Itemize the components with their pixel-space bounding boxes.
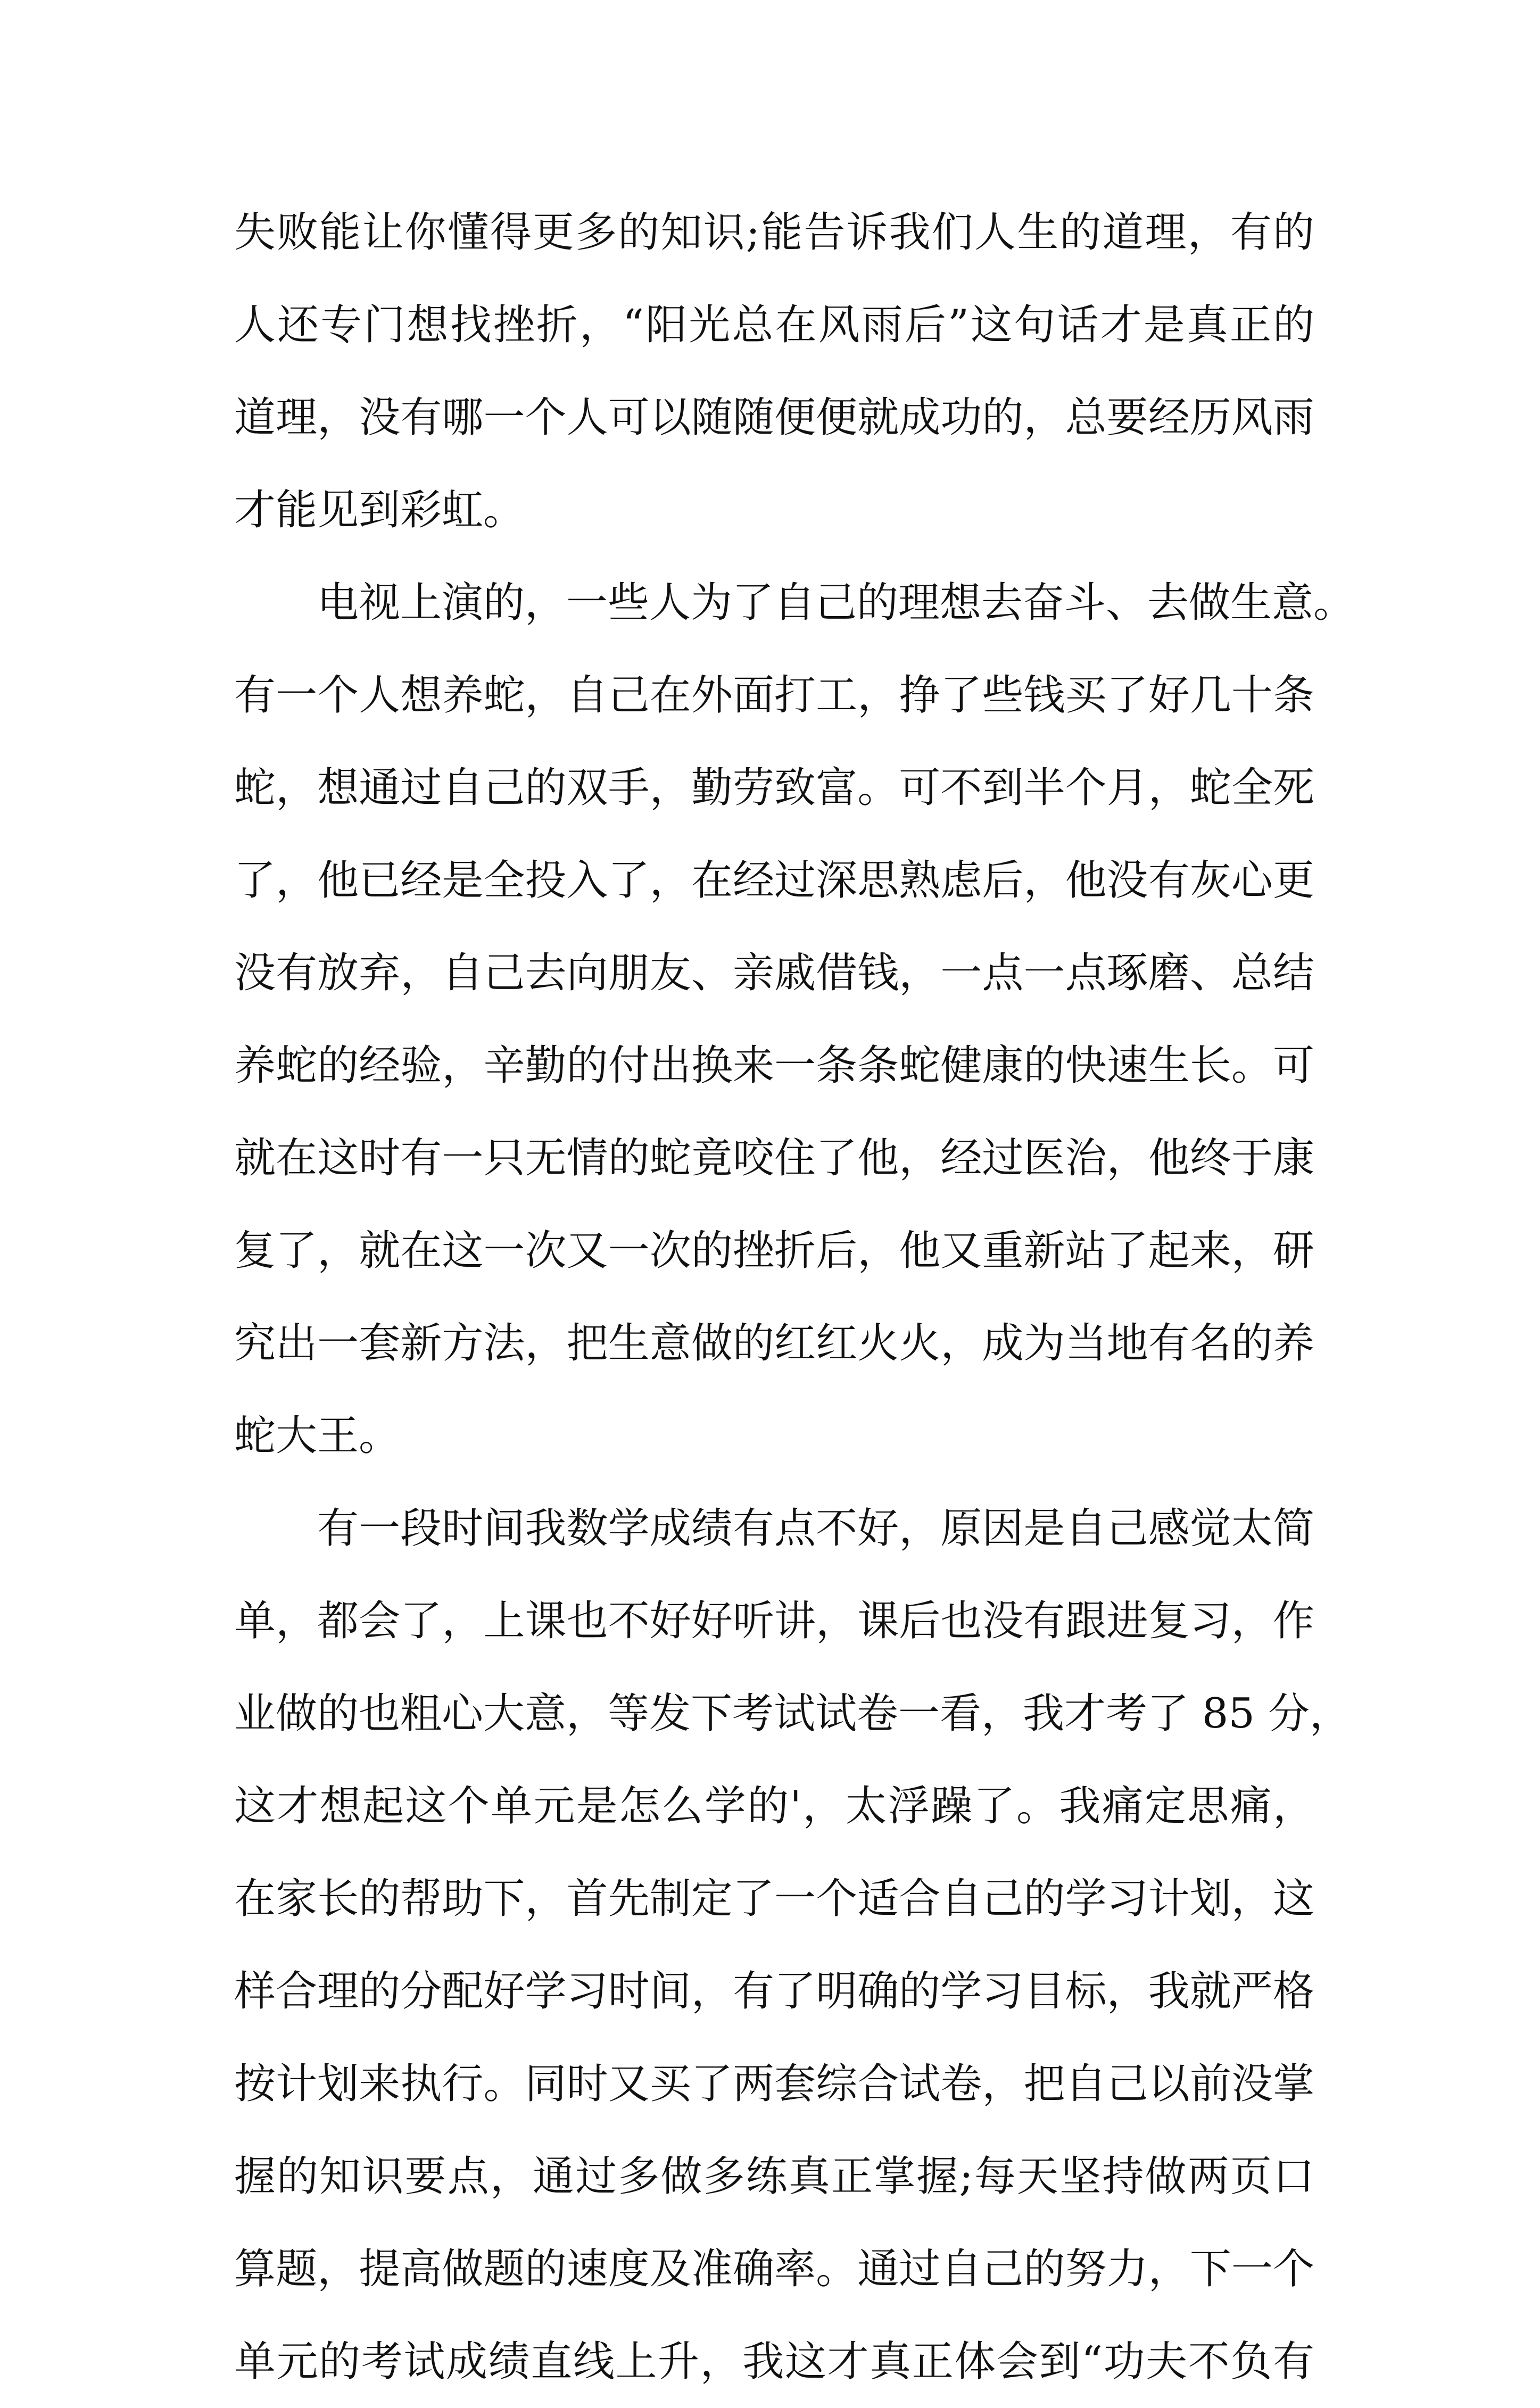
text-line: 单，都会了，上课也不好好听讲，课后也没有跟进复习，作 — [234, 1597, 1314, 1645]
text-line: 人还专门想找挫折，“阳光总在风雨后”这句话才是真正的 — [234, 301, 1314, 349]
text-line: 蛇，想通过自己的双手，勤劳致富。可不到半个月，蛇全死 — [234, 764, 1314, 812]
text-line: 道理，没有哪一个人可以随随便便就成功的，总要经历风雨 — [234, 394, 1314, 442]
text-line: 按计划来执行。同时又买了两套综合试卷，把自己以前没掌 — [234, 2060, 1314, 2108]
text-line: 蛇大王。 — [234, 1412, 401, 1460]
text-line: 电视上演的，一些人为了自己的理想去奋斗、去做生意。 — [317, 579, 1355, 627]
text-line: 这才想起这个单元是怎么学的'，太浮躁了。我痛定思痛， — [234, 1782, 1314, 1830]
text-line: 算题，提高做题的速度及准确率。通过自己的努力，下一个 — [234, 2245, 1314, 2293]
text-line: 没有放弃，自己去向朋友、亲戚借钱，一点一点琢磨、总结 — [234, 949, 1314, 997]
text-line: 失败能让你懂得更多的知识;能告诉我们人生的道理，有的 — [234, 209, 1314, 256]
body-text — [234, 186, 1355, 2408]
text-line: 业做的也粗心大意，等发下考试试卷一看，我才考了 85 分， — [234, 1690, 1351, 1738]
text-line: 样合理的分配好学习时间，有了明确的学习目标，我就严格 — [234, 1967, 1314, 2015]
text-line: 养蛇的经验，辛勤的付出换来一条条蛇健康的快速生长。可 — [234, 1042, 1314, 1090]
text-line: 究出一套新方法，把生意做的红红火火，成为当地有名的养 — [234, 1319, 1314, 1367]
text-line: 握的知识要点，通过多做多练真正掌握;每天坚持做两页口 — [234, 2153, 1314, 2201]
text-line: 复了，就在这一次又一次的挫折后，他又重新站了起来，研 — [234, 1227, 1314, 1275]
text-line: 在家长的帮助下，首先制定了一个适合自己的学习计划，这 — [234, 1875, 1314, 1923]
text-line: 单元的考试成绩直线上升，我这才真正体会到“功夫不负有 — [234, 2338, 1314, 2386]
text-line: 就在这时有一只无情的蛇竟咬住了他，经过医治，他终于康 — [234, 1134, 1314, 1182]
text-line: 了，他已经是全投入了，在经过深思熟虑后，他没有灰心更 — [234, 857, 1314, 904]
text-line: 有一段时间我数学成绩有点不好，原因是自己感觉太简 — [317, 1505, 1314, 1552]
text-line: 有一个人想养蛇，自己在外面打工，挣了些钱买了好几十条 — [234, 671, 1314, 719]
text-line: 才能见到彩虹。 — [234, 486, 525, 534]
